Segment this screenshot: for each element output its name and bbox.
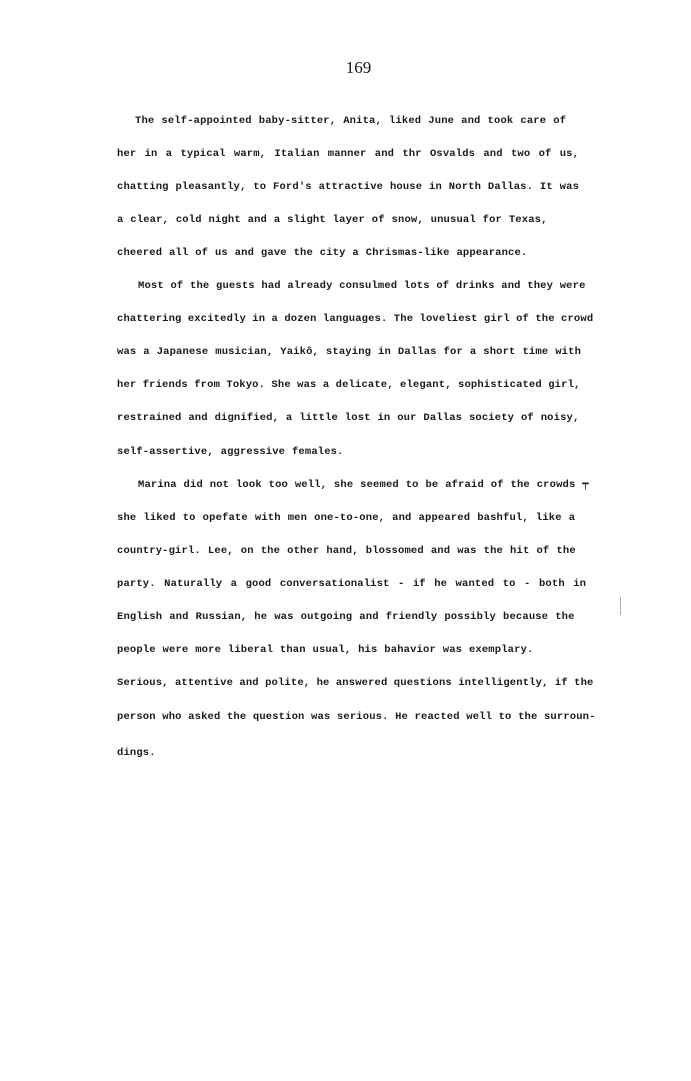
scan-margin-mark: [620, 597, 621, 615]
text-line: Serious, attentive and polite, he answered questions intelligently, if the: [117, 677, 594, 689]
text-line: her friends from Tokyo. She was a delicate, elegant, sophisticated girl,: [117, 379, 581, 391]
text-line: self-assertive, aggressive females.: [117, 446, 344, 458]
text-line: a clear, cold night and a slight layer of snow, unusual for Texas,: [117, 214, 548, 226]
text-line: Marina did not look too well, she seemed to be afraid of the crowds ┯: [138, 479, 589, 491]
text-line: The self-appointed baby-sitter, Anita, liked June and took care of: [135, 115, 567, 127]
text-line: was a Japanese musician, Yaikô, staying in Dallas for a short time with: [117, 346, 582, 358]
text-line: English and Russian, he was outgoing and friendly possibly because the: [117, 611, 575, 623]
text-line: country-girl. Lee, on the other hand, blossomed and was the hit of the: [117, 545, 576, 557]
text-line: chatting pleasantly, to Ford's attractive house in North Dallas. It was: [117, 181, 580, 193]
text-line: she liked to opefate with men one-to-one, and appeared bashful, like a: [117, 512, 576, 524]
text-line: chattering excitedly in a dozen languages. The loveliest girl of the crowd: [117, 313, 594, 325]
text-line: person who asked the question was serious. He reacted well to the surroun-: [117, 711, 596, 723]
text-line: cheered all of us and gave the city a Chrismas-like appearance.: [117, 247, 528, 259]
text-line: restrained and dignified, a little lost in our Dallas society of noisy,: [117, 412, 580, 424]
text-line: people were more liberal than usual, his bahavior was exemplary.: [117, 644, 534, 656]
text-line: dings.: [117, 747, 156, 759]
page-number: 169: [345, 58, 372, 77]
text-line: her in a typical warm, Italian manner and thr Osvalds and two of us,: [117, 148, 580, 160]
text-line: party. Naturally a good conversationalist - if he wanted to - both in: [117, 578, 587, 590]
text-line: Most of the guests had already consulmed lots of drinks and they were: [138, 280, 586, 292]
